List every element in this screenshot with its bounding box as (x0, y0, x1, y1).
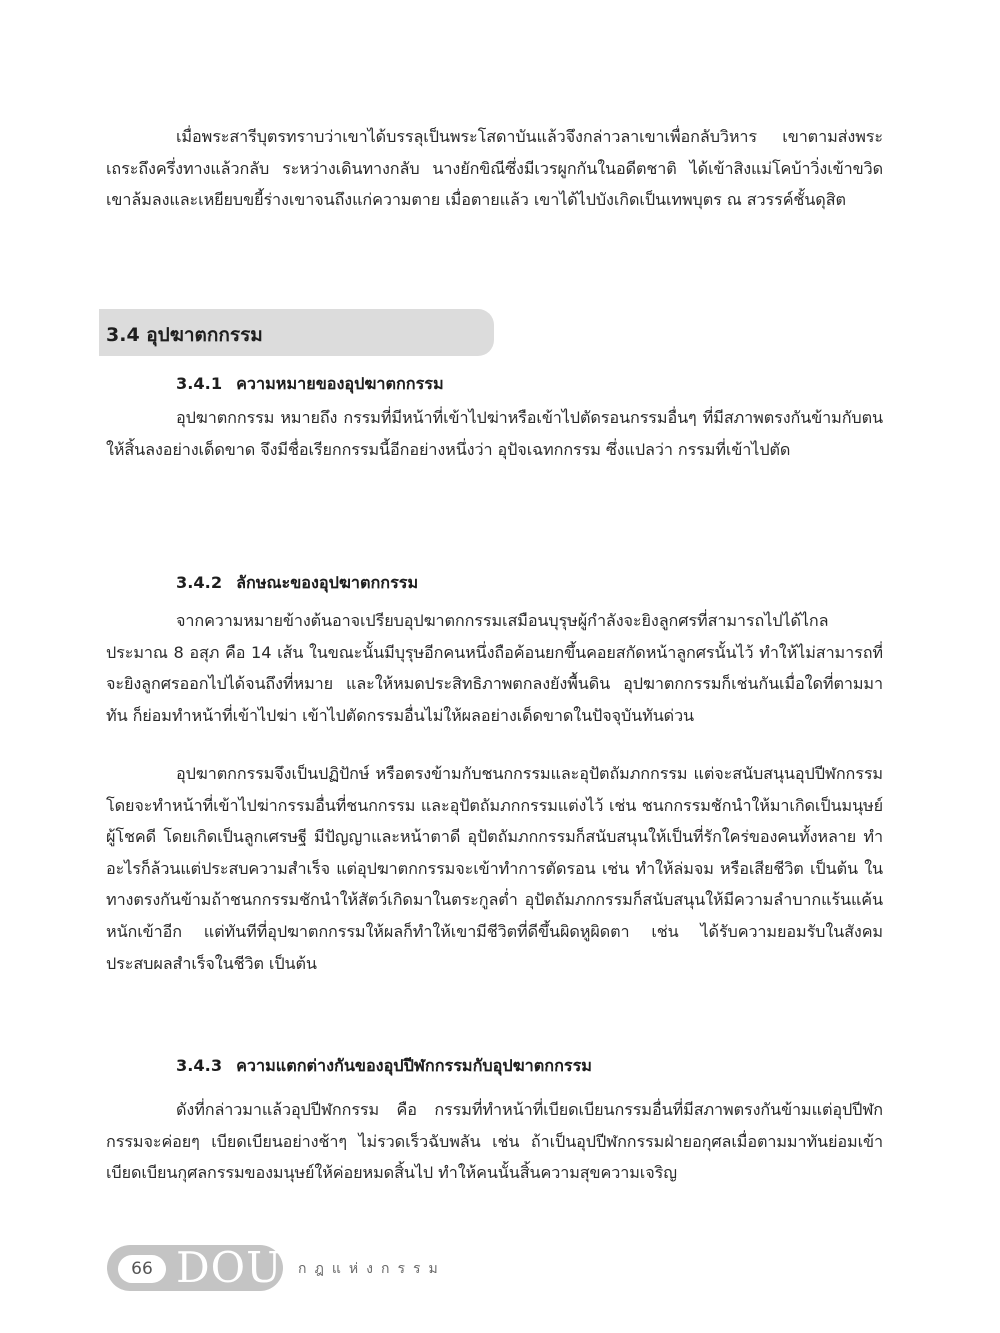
subsection-heading-3-4-1 (176, 371, 444, 397)
page-number: 66 (118, 1255, 166, 1283)
subsection-heading-3-4-2 (176, 570, 418, 596)
intro-paragraph: เมื่อพระสารีบุตรทราบว่าเขาได้บรรลุเป็นพระโสดาบันแล้วจึงกล่าวลาเขาเพื่อกลับวิหาร เขาตามส่งพระเถระถึงครึ่งทางแล้วกลับ ระหว่างเดินทางกลับ นางยักขิณีซึ่งมีเวรผูกกันในอดีตชาติ ได้เข้าสิงแม่โคบ้าวิ่งเข้าขวิดเขาล้มลงและเหยียบขยี้ร่างเขาจนถึงแก่ความตาย เมื่อตายแล้ว เขาได้ไปบังเกิดเป็นเทพบุตร ณ สวรรค์ชั้นดุสิต (106, 127, 883, 210)
paragraph-3-4-2-a: จากความหมายข้างต้นอาจเปรียบอุปฆาตกกรรมเสมือนบุรุษผู้กำลังจะยิงลูกศรที่สามารถไปได้ไกลประมาณ 8 อสุภ คือ 14 เส้น ในขณะนั้นมีบุรุษอีกคนหนึ่งถือค้อนยกขึ้นคอยสกัดหน้าลูกศรนั้นไว้ ทำให้ไม่สามารถที่จะยิงลูกศรออกไปได้จนถึงที่หมาย และให้หมดประสิทธิภาพตกลงยังพื้นดิน อุปฆาตกกรรมก็เช่นกันเมื่อใดที่ตามมาทัน ก็ย่อมทำหน้าที่เข้าไปฆ่า เข้าไปตัดกรรมอื่นไม่ให้ผลอย่างเด็ดขาดในปัจจุบันทันด่วน (106, 611, 883, 725)
book-title: กฎแห่งกรรม (298, 1261, 446, 1277)
section-title: 3.4 อุปฆาตกกรรม (106, 324, 263, 346)
subsection-title: ความหมายของอุปฆาตกกรรม (236, 374, 444, 393)
paragraph-3-4-2-b: อุปฆาตกกรรมจึงเป็นปฏิปักษ์ หรือตรงข้ามกับชนกกรรมและอุปัตถัมภกกรรม แต่จะสนับสนุนอุปปีฬกกรรม โดยจะทำหน้าที่เข้าไปฆ่ากรรมอื่นที่ชนกกรรม และอุปัตถัมภกกรรมแต่งไว้ เช่น ชนกกรรมชักนำให้มาเกิดเป็นมนุษย์ผู้โชคดี โดยเกิดเป็นลูกเศรษฐี มีปัญญาและหน้าตาดี อุปัตถัมภกกรรมก็สนับสนุนให้เป็นที่รักใคร่ของคนทั้งหลาย ทำอะไรก็ล้วนแต่ประสบความสำเร็จ แต่อุปฆาตกกรรมจะเข้าทำการตัดรอน เช่น ทำให้ล่มจม หรือเสียชีวิต เป็นต้น ในทางตรงกันข้ามถ้าชนกกรรมชักนำให้สัตว์เกิดมาในตระกูลต่ำ อุปัตถัมภกกรรมก็สนับสนุนให้มีความลำบากแร้นแค้นหนักเข้าอีก แต่ทันทีที่อุปฆาตกกรรมให้ผลก็ทำให้เขามีชีวิตที่ดีขึ้นผิดหูผิดตา เช่น ได้รับความยอมรับในสังคม ประสบผลสำเร็จในชีวิต เป็นต้น (106, 764, 883, 973)
dou-logo: DOU (176, 1243, 283, 1292)
subsection-number: 3.4.2 (176, 573, 223, 592)
subsection-number: 3.4.1 (176, 374, 223, 393)
paragraph-3-4-1: อุปฆาตกกรรม หมายถึง กรรมที่มีหน้าที่เข้าไปฆ่าหรือเข้าไปตัดรอนกรรมอื่นๆ ที่มีสภาพตรงกันข้ามกับตนให้สิ้นลงอย่างเด็ดขาด จึงมีชื่อเรียกกรรมนี้อีกอย่างหนึ่งว่า อุปัจเฉทกกรรม ซึ่งแปลว่า กรรมที่เข้าไปตัด (106, 408, 883, 459)
subsection-title: ลักษณะของอุปฆาตกกรรม (236, 573, 419, 592)
subsection-number: 3.4.3 (176, 1056, 223, 1075)
paragraph-3-4-3: ดังที่กล่าวมาแล้วอุปปีฬกกรรม คือ กรรมที่ทำหน้าที่เบียดเบียนกรรมอื่นที่มีสภาพตรงกันข้ามแต่อุปปีฬกกรรมจะค่อยๆ เบียดเบียนอย่างช้าๆ ไม่รวดเร็วฉับพลัน เช่น ถ้าเป็นอุปปีฬกกรรมฝ่ายอกุศลเมื่อตามมาทันย่อมเข้าเบียดเบียนกุศลกรรมของมนุษย์ให้ค่อยหมดสิ้นไป ทำให้คนนั้นสิ้นความสุขความเจริญ (106, 1100, 883, 1183)
subsection-heading-3-4-3 (176, 1053, 592, 1079)
subsection-title: ความแตกต่างกันของอุปปีฬกกรรมกับอุปฆาตกกรรม (236, 1056, 592, 1075)
